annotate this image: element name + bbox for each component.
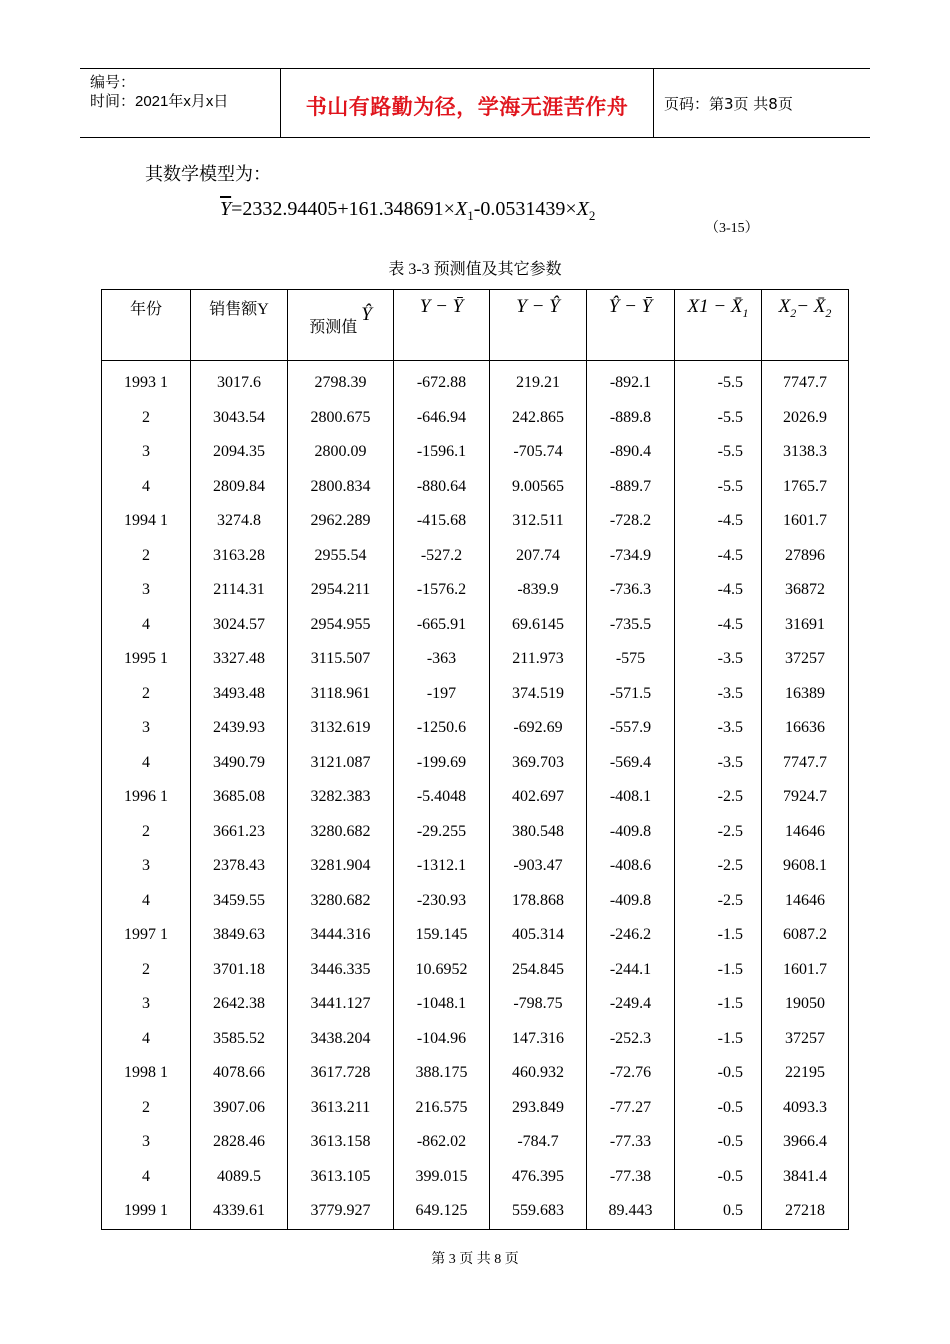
cell-yhat-minus-ybar: -72.76 — [587, 1056, 675, 1091]
cell-yhat-minus-ybar: -734.9 — [587, 539, 675, 574]
cell-y-minus-yhat: -692.69 — [490, 711, 587, 746]
cell-period: 2 — [102, 1091, 191, 1126]
cell-x1-deviation: -0.5 — [675, 1160, 762, 1195]
cell-sales: 3459.55 — [191, 884, 288, 919]
header-x2bar-sub: 2 — [825, 305, 832, 320]
cell-predicted: 2800.675 — [288, 401, 394, 436]
cell-y-minus-ybar: -363 — [394, 642, 490, 677]
header-y-minus-yhat-label: Y − Ŷ — [516, 296, 560, 317]
cell-yhat-minus-ybar: 89.443 — [587, 1194, 675, 1229]
cell-y-minus-ybar: 649.125 — [394, 1194, 490, 1229]
page-header — [80, 68, 870, 138]
cell-y-minus-ybar: 159.145 — [394, 918, 490, 953]
cell-x1-deviation: -2.5 — [675, 780, 762, 815]
cell-x2-deviation: 7747.7 — [762, 746, 849, 781]
cell-x1-deviation: -0.5 — [675, 1091, 762, 1126]
cell-x1-deviation: -4.5 — [675, 573, 762, 608]
cell-x1-deviation: -3.5 — [675, 642, 762, 677]
cell-yhat-minus-ybar: -77.38 — [587, 1160, 675, 1195]
cell-yhat-minus-ybar: -408.6 — [587, 849, 675, 884]
cell-x2-deviation: 16636 — [762, 711, 849, 746]
header-y-minus-ybar-label: Y − Ȳ — [419, 296, 464, 317]
cell-y-minus-yhat: 476.395 — [490, 1160, 587, 1195]
header-predicted-symbol: Ŷ — [361, 304, 372, 325]
formula-x1: X — [454, 198, 468, 220]
cell-yhat-minus-ybar: -409.8 — [587, 884, 675, 919]
cell-period: 1999 1 — [102, 1194, 191, 1229]
cell-sales: 3685.08 — [191, 780, 288, 815]
cell-x2-deviation: 16389 — [762, 677, 849, 712]
table-caption: 表 3-3 预测值及其它参数 — [388, 261, 562, 278]
header-meta — [80, 69, 281, 137]
cell-y-minus-ybar: -5.4048 — [394, 780, 490, 815]
cell-y-minus-ybar: -862.02 — [394, 1125, 490, 1160]
cell-x2-deviation: 27218 — [762, 1194, 849, 1229]
cell-period: 4 — [102, 470, 191, 505]
cell-y-minus-ybar: -527.2 — [394, 539, 490, 574]
cell-sales: 3661.23 — [191, 815, 288, 850]
cell-y-minus-ybar: -1576.2 — [394, 573, 490, 608]
header-x1-deviation-label: X1 − X̄ — [687, 296, 743, 317]
cell-period: 3 — [102, 711, 191, 746]
cell-period: 3 — [102, 849, 191, 884]
cell-x1-deviation: -3.5 — [675, 746, 762, 781]
cell-period: 3 — [102, 573, 191, 608]
header-predicted-label: 预测值 — [309, 319, 358, 336]
cell-period: 4 — [102, 746, 191, 781]
cell-y-minus-yhat: 559.683 — [490, 1194, 587, 1229]
cell-predicted: 3118.961 — [288, 677, 394, 712]
cell-sales: 4089.5 — [191, 1160, 288, 1195]
cell-sales: 3017.6 — [191, 361, 288, 401]
cell-y-minus-yhat: 254.845 — [490, 953, 587, 988]
cell-period: 4 — [102, 1022, 191, 1057]
cell-predicted: 2800.834 — [288, 470, 394, 505]
cell-x1-deviation: -2.5 — [675, 815, 762, 850]
cell-x1-deviation: -4.5 — [675, 504, 762, 539]
cell-sales: 3024.57 — [191, 608, 288, 643]
cell-predicted: 2962.289 — [288, 504, 394, 539]
cell-x2-deviation: 37257 — [762, 1022, 849, 1057]
cell-predicted: 3115.507 — [288, 642, 394, 677]
table-row — [102, 435, 849, 470]
header-x2-label: X — [778, 296, 791, 317]
regression-formula — [220, 198, 595, 224]
cell-sales: 2828.46 — [191, 1125, 288, 1160]
cell-predicted: 2955.54 — [288, 539, 394, 574]
cell-yhat-minus-ybar: -249.4 — [587, 987, 675, 1022]
cell-x1-deviation: -5.5 — [675, 401, 762, 436]
table-body — [102, 361, 849, 1230]
cell-predicted: 3613.158 — [288, 1125, 394, 1160]
header-x1-deviation-sub: 1 — [742, 305, 749, 320]
cell-period: 3 — [102, 1125, 191, 1160]
table-row — [102, 1160, 849, 1195]
formula-body-1: =2332.94405+161.348691× — [231, 198, 455, 220]
cell-yhat-minus-ybar: -77.27 — [587, 1091, 675, 1126]
formula-x2-sub: 2 — [588, 208, 596, 223]
cell-y-minus-yhat: 69.6145 — [490, 608, 587, 643]
cell-yhat-minus-ybar: -890.4 — [587, 435, 675, 470]
cell-y-minus-ybar: -665.91 — [394, 608, 490, 643]
cell-y-minus-yhat: 211.973 — [490, 642, 587, 677]
cell-yhat-minus-ybar: -408.1 — [587, 780, 675, 815]
cell-sales: 2439.93 — [191, 711, 288, 746]
cell-sales: 3490.79 — [191, 746, 288, 781]
cell-y-minus-yhat: 402.697 — [490, 780, 587, 815]
cell-y-minus-yhat: -705.74 — [490, 435, 587, 470]
cell-y-minus-yhat: 405.314 — [490, 918, 587, 953]
cell-sales: 3585.52 — [191, 1022, 288, 1057]
cell-x2-deviation: 2026.9 — [762, 401, 849, 436]
header-x2-deviation — [762, 290, 849, 361]
cell-y-minus-yhat: 312.511 — [490, 504, 587, 539]
cell-sales: 3493.48 — [191, 677, 288, 712]
formula-body-2: -0.0531439× — [473, 198, 577, 220]
cell-period: 1997 1 — [102, 918, 191, 953]
cell-y-minus-ybar: 10.6952 — [394, 953, 490, 988]
cell-period: 1998 1 — [102, 1056, 191, 1091]
cell-y-minus-ybar: -199.69 — [394, 746, 490, 781]
cell-period: 3 — [102, 987, 191, 1022]
cell-y-minus-ybar: -1596.1 — [394, 435, 490, 470]
cell-y-minus-yhat: -784.7 — [490, 1125, 587, 1160]
header-x2-sub: 2 — [790, 305, 797, 320]
cell-x2-deviation: 37257 — [762, 642, 849, 677]
cell-period: 2 — [102, 401, 191, 436]
header-x1-deviation — [675, 290, 762, 361]
header-y-minus-yhat — [490, 290, 587, 361]
cell-x2-deviation: 14646 — [762, 884, 849, 919]
cell-sales: 3701.18 — [191, 953, 288, 988]
equation-number: （3-15） — [705, 221, 759, 236]
cell-y-minus-ybar: -1048.1 — [394, 987, 490, 1022]
cell-x1-deviation: -5.5 — [675, 470, 762, 505]
header-y-minus-ybar — [394, 290, 490, 361]
cell-y-minus-ybar: 399.015 — [394, 1160, 490, 1195]
cell-period: 2 — [102, 815, 191, 850]
cell-yhat-minus-ybar: -252.3 — [587, 1022, 675, 1057]
cell-x1-deviation: -4.5 — [675, 539, 762, 574]
cell-period: 4 — [102, 608, 191, 643]
intro-text: 其数学模型为： — [145, 164, 271, 185]
cell-x2-deviation: 7747.7 — [762, 361, 849, 401]
cell-x2-deviation: 1601.7 — [762, 504, 849, 539]
cell-yhat-minus-ybar: -246.2 — [587, 918, 675, 953]
cell-sales: 2642.38 — [191, 987, 288, 1022]
cell-y-minus-ybar: 216.575 — [394, 1091, 490, 1126]
cell-predicted: 3779.927 — [288, 1194, 394, 1229]
cell-x2-deviation: 9608.1 — [762, 849, 849, 884]
cell-sales: 3043.54 — [191, 401, 288, 436]
cell-sales: 2809.84 — [191, 470, 288, 505]
cell-y-minus-ybar: -1250.6 — [394, 711, 490, 746]
cell-x1-deviation: -3.5 — [675, 677, 762, 712]
cell-predicted: 3613.105 — [288, 1160, 394, 1195]
cell-y-minus-yhat: 9.00565 — [490, 470, 587, 505]
cell-x2-deviation: 36872 — [762, 573, 849, 608]
cell-period: 4 — [102, 884, 191, 919]
cell-yhat-minus-ybar: -409.8 — [587, 815, 675, 850]
cell-y-minus-yhat: 293.849 — [490, 1091, 587, 1126]
cell-sales: 3274.8 — [191, 504, 288, 539]
cell-period: 2 — [102, 539, 191, 574]
cell-x2-deviation: 27896 — [762, 539, 849, 574]
cell-sales: 4339.61 — [191, 1194, 288, 1229]
table-row — [102, 1056, 849, 1091]
table-row — [102, 918, 849, 953]
table-row — [102, 953, 849, 988]
cell-predicted: 3280.682 — [288, 884, 394, 919]
cell-x2-deviation: 1601.7 — [762, 953, 849, 988]
formula-lhs: $\overline{Y}$ — [220, 198, 232, 220]
cell-predicted: 3282.383 — [288, 780, 394, 815]
prediction-table — [101, 289, 849, 1230]
cell-yhat-minus-ybar: -575 — [587, 642, 675, 677]
header-year-label: 年份 — [129, 301, 162, 318]
cell-y-minus-ybar: -672.88 — [394, 361, 490, 401]
cell-predicted: 2800.09 — [288, 435, 394, 470]
cell-predicted: 3617.728 — [288, 1056, 394, 1091]
table-row — [102, 1091, 849, 1126]
cell-yhat-minus-ybar: -569.4 — [587, 746, 675, 781]
cell-y-minus-ybar: -880.64 — [394, 470, 490, 505]
cell-x1-deviation: -5.5 — [675, 435, 762, 470]
header-sales — [191, 290, 288, 361]
cell-sales: 3163.28 — [191, 539, 288, 574]
table-row — [102, 711, 849, 746]
cell-x1-deviation: -1.5 — [675, 987, 762, 1022]
header-yhat-minus-ybar-label: Ŷ − Ȳ — [608, 296, 653, 317]
header-yhat-minus-ybar — [587, 290, 675, 361]
cell-y-minus-ybar: -646.94 — [394, 401, 490, 436]
cell-y-minus-ybar: -104.96 — [394, 1022, 490, 1057]
table-row — [102, 1125, 849, 1160]
table-row — [102, 470, 849, 505]
cell-y-minus-yhat: 374.519 — [490, 677, 587, 712]
cell-y-minus-yhat: 207.74 — [490, 539, 587, 574]
cell-sales: 3849.63 — [191, 918, 288, 953]
header-sales-label: 销售额Y — [209, 301, 269, 318]
cell-y-minus-yhat: 380.548 — [490, 815, 587, 850]
cell-predicted: 3444.316 — [288, 918, 394, 953]
cell-sales: 2094.35 — [191, 435, 288, 470]
cell-predicted: 3613.211 — [288, 1091, 394, 1126]
cell-y-minus-ybar: -29.255 — [394, 815, 490, 850]
cell-period: 4 — [102, 1160, 191, 1195]
cell-x1-deviation: -4.5 — [675, 608, 762, 643]
table-row — [102, 608, 849, 643]
cell-y-minus-yhat: 178.868 — [490, 884, 587, 919]
cell-yhat-minus-ybar: -571.5 — [587, 677, 675, 712]
header-date: 时间：2021年x月x日 — [90, 93, 229, 110]
cell-predicted: 2954.211 — [288, 573, 394, 608]
header-predicted — [288, 290, 394, 361]
table-row — [102, 1022, 849, 1057]
table-row — [102, 504, 849, 539]
cell-x2-deviation: 7924.7 — [762, 780, 849, 815]
cell-y-minus-yhat: 460.932 — [490, 1056, 587, 1091]
cell-y-minus-yhat: 219.21 — [490, 361, 587, 401]
cell-x2-deviation: 22195 — [762, 1056, 849, 1091]
formula-x1-sub: 1 — [467, 208, 474, 223]
cell-predicted: 2798.39 — [288, 361, 394, 401]
serial-number: 编号： — [90, 74, 136, 91]
cell-yhat-minus-ybar: -889.8 — [587, 401, 675, 436]
header-motto: 书山有路勤为径，学海无涯苦作舟 — [305, 95, 629, 119]
table-row — [102, 884, 849, 919]
cell-x1-deviation: -2.5 — [675, 849, 762, 884]
cell-y-minus-yhat: 242.865 — [490, 401, 587, 436]
table-row — [102, 746, 849, 781]
cell-x1-deviation: -2.5 — [675, 884, 762, 919]
header-year — [102, 290, 191, 361]
cell-sales: 3907.06 — [191, 1091, 288, 1126]
cell-y-minus-yhat: -798.75 — [490, 987, 587, 1022]
cell-predicted: 2954.955 — [288, 608, 394, 643]
cell-predicted: 3446.335 — [288, 953, 394, 988]
header-x2bar-label: − X̄ — [796, 296, 826, 317]
cell-y-minus-yhat: 147.316 — [490, 1022, 587, 1057]
cell-yhat-minus-ybar: -557.9 — [587, 711, 675, 746]
formula-x2: X — [576, 198, 589, 220]
cell-x1-deviation: -0.5 — [675, 1125, 762, 1160]
cell-yhat-minus-ybar: -892.1 — [587, 361, 675, 401]
cell-x1-deviation: -1.5 — [675, 1022, 762, 1057]
cell-x2-deviation: 6087.2 — [762, 918, 849, 953]
cell-sales: 2114.31 — [191, 573, 288, 608]
table-row — [102, 539, 849, 574]
cell-period: 1993 1 — [102, 361, 191, 401]
cell-yhat-minus-ybar: -77.33 — [587, 1125, 675, 1160]
table-row — [102, 780, 849, 815]
cell-yhat-minus-ybar: -728.2 — [587, 504, 675, 539]
table-row — [102, 361, 849, 401]
table-row — [102, 573, 849, 608]
cell-predicted: 3280.682 — [288, 815, 394, 850]
header-motto-cell — [281, 69, 654, 137]
cell-x1-deviation: -1.5 — [675, 953, 762, 988]
cell-period: 1996 1 — [102, 780, 191, 815]
table-row — [102, 677, 849, 712]
cell-x2-deviation: 3966.4 — [762, 1125, 849, 1160]
cell-x1-deviation: -3.5 — [675, 711, 762, 746]
header-page-label: 页码：第3页 共8页 — [664, 95, 793, 113]
cell-yhat-minus-ybar: -889.7 — [587, 470, 675, 505]
table-row — [102, 815, 849, 850]
cell-sales: 4078.66 — [191, 1056, 288, 1091]
cell-x2-deviation: 1765.7 — [762, 470, 849, 505]
cell-period: 2 — [102, 677, 191, 712]
table-row — [102, 401, 849, 436]
cell-yhat-minus-ybar: -735.5 — [587, 608, 675, 643]
cell-x1-deviation: -5.5 — [675, 361, 762, 401]
cell-x2-deviation: 4093.3 — [762, 1091, 849, 1126]
cell-sales: 2378.43 — [191, 849, 288, 884]
cell-period: 3 — [102, 435, 191, 470]
cell-x1-deviation: 0.5 — [675, 1194, 762, 1229]
table-row — [102, 642, 849, 677]
table-row — [102, 987, 849, 1022]
cell-predicted: 3438.204 — [288, 1022, 394, 1057]
table-row — [102, 849, 849, 884]
cell-sales: 3327.48 — [191, 642, 288, 677]
cell-x2-deviation: 31691 — [762, 608, 849, 643]
cell-predicted: 3121.087 — [288, 746, 394, 781]
cell-period: 2 — [102, 953, 191, 988]
cell-y-minus-ybar: -230.93 — [394, 884, 490, 919]
cell-y-minus-yhat: -839.9 — [490, 573, 587, 608]
cell-predicted: 3132.619 — [288, 711, 394, 746]
cell-predicted: 3281.904 — [288, 849, 394, 884]
cell-yhat-minus-ybar: -736.3 — [587, 573, 675, 608]
cell-x2-deviation: 14646 — [762, 815, 849, 850]
cell-predicted: 3441.127 — [288, 987, 394, 1022]
cell-period: 1994 1 — [102, 504, 191, 539]
cell-yhat-minus-ybar: -244.1 — [587, 953, 675, 988]
cell-period: 1995 1 — [102, 642, 191, 677]
table-row — [102, 1194, 849, 1229]
cell-x2-deviation: 3138.3 — [762, 435, 849, 470]
cell-x2-deviation: 19050 — [762, 987, 849, 1022]
cell-x1-deviation: -1.5 — [675, 918, 762, 953]
table-header-row — [102, 290, 849, 361]
cell-x2-deviation: 3841.4 — [762, 1160, 849, 1195]
cell-y-minus-ybar: -415.68 — [394, 504, 490, 539]
cell-y-minus-ybar: 388.175 — [394, 1056, 490, 1091]
cell-y-minus-yhat: -903.47 — [490, 849, 587, 884]
cell-x1-deviation: -0.5 — [675, 1056, 762, 1091]
cell-y-minus-ybar: -1312.1 — [394, 849, 490, 884]
page-footer: 第 3 页 共 8 页 — [431, 1252, 519, 1267]
cell-y-minus-ybar: -197 — [394, 677, 490, 712]
cell-y-minus-yhat: 369.703 — [490, 746, 587, 781]
